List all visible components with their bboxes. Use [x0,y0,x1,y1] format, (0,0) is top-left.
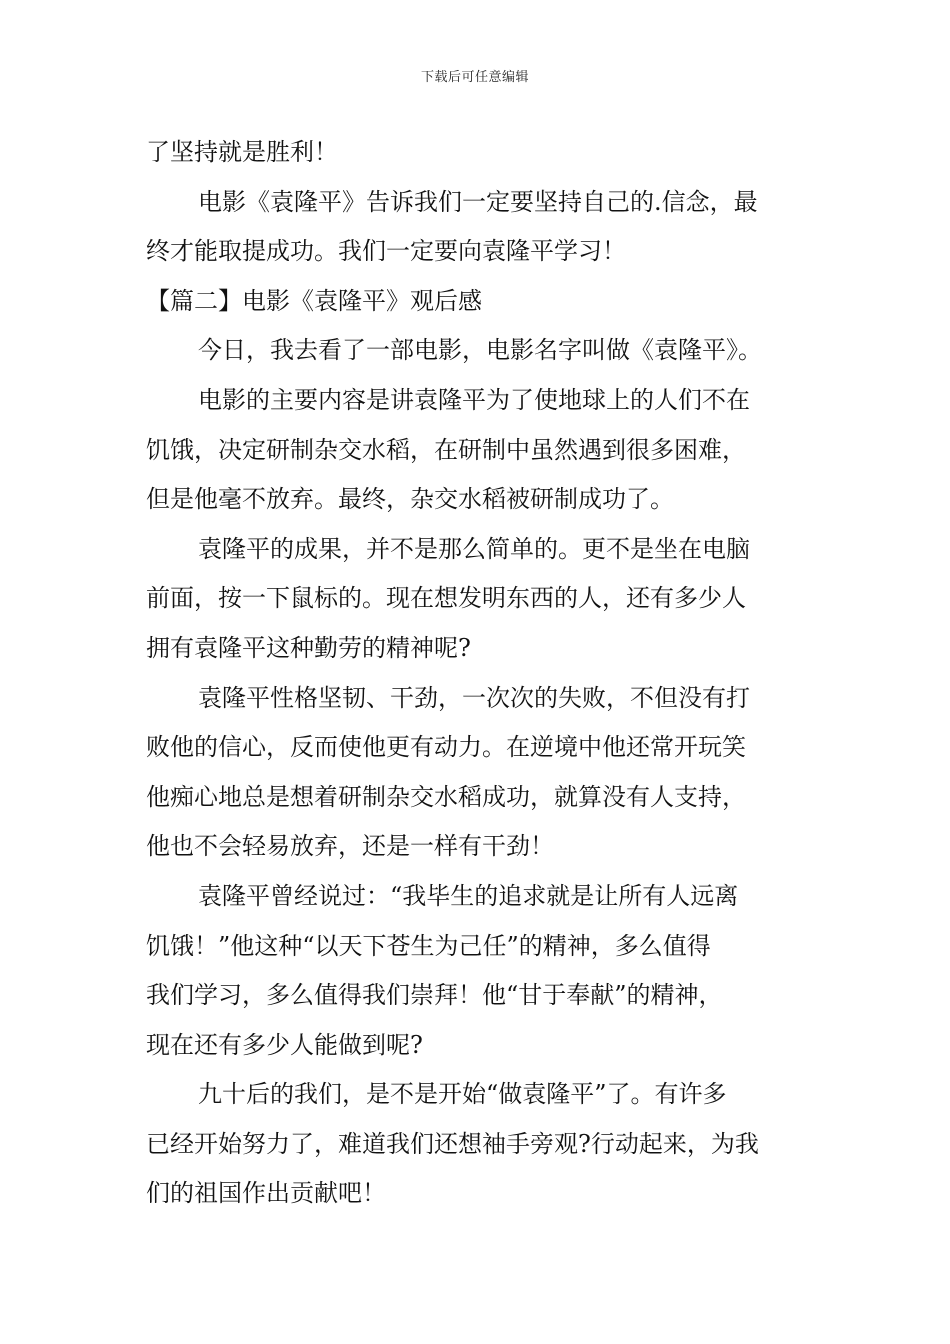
text-line: 终才能取提成功。我们一定要向袁隆平学习！ [146,237,626,266]
text-line: 电影的主要内容是讲袁隆平为了使地球上的人们不在 [198,385,750,414]
text-line: 但是他毫不放弃。最终，杂交水稻被研制成功了。 [146,485,674,514]
text-line: 九十后的我们，是不是开始“做袁隆平”了。有许多 [198,1080,727,1109]
text-line: 今日，我去看了一部电影，电影名字叫做《袁隆平》。 [198,336,762,365]
body-text [146,128,814,1219]
page-header: 下载后可任意编辑 [420,70,529,85]
section-heading: 【篇二】电影《袁隆平》观后感 [146,286,482,315]
text-line: 饥饿！”他这种“以天下苍生为己任”的精神，多么值得 [146,931,711,960]
text-line: 电影《袁隆平》告诉我们一定要坚持自己的.信念，最 [198,187,758,216]
text-line: 现在还有多少人能做到呢? [146,1030,423,1059]
text-line: 了坚持就是胜利！ [146,138,338,166]
text-line: 已经开始努力了，难道我们还想袖手旁观?行动起来，为我 [146,1129,759,1158]
text-line: 他也不会轻易放弃，还是一样有干劲！ [146,832,554,861]
text-line: 前面，按一下鼠标的。现在想发明东西的人，还有多少人 [146,584,746,613]
text-line: 袁隆平曾经说过：“我毕生的追求就是让所有人远离 [198,881,739,910]
text-line: 他痴心地总是想着研制杂交水稻成功，就算没有人支持， [146,782,746,811]
text-line: 袁隆平性格坚韧、干劲，一次次的失败，不但没有打 [198,683,750,712]
text-line: 败他的信心，反而使他更有动力。在逆境中他还常开玩笑 [146,733,746,762]
text-line: 袁隆平的成果，并不是那么简单的。更不是坐在电脑 [198,534,750,563]
text-line: 我们学习，多么值得我们崇拜！他“甘于奉献”的精神， [146,981,723,1010]
text-line: 拥有袁隆平这种勤劳的精神呢? [146,633,471,662]
text-line: 饥饿，决定研制杂交水稻，在研制中虽然遇到很多困难， [146,435,746,464]
text-line: 们的祖国作出贡献吧！ [146,1179,386,1208]
